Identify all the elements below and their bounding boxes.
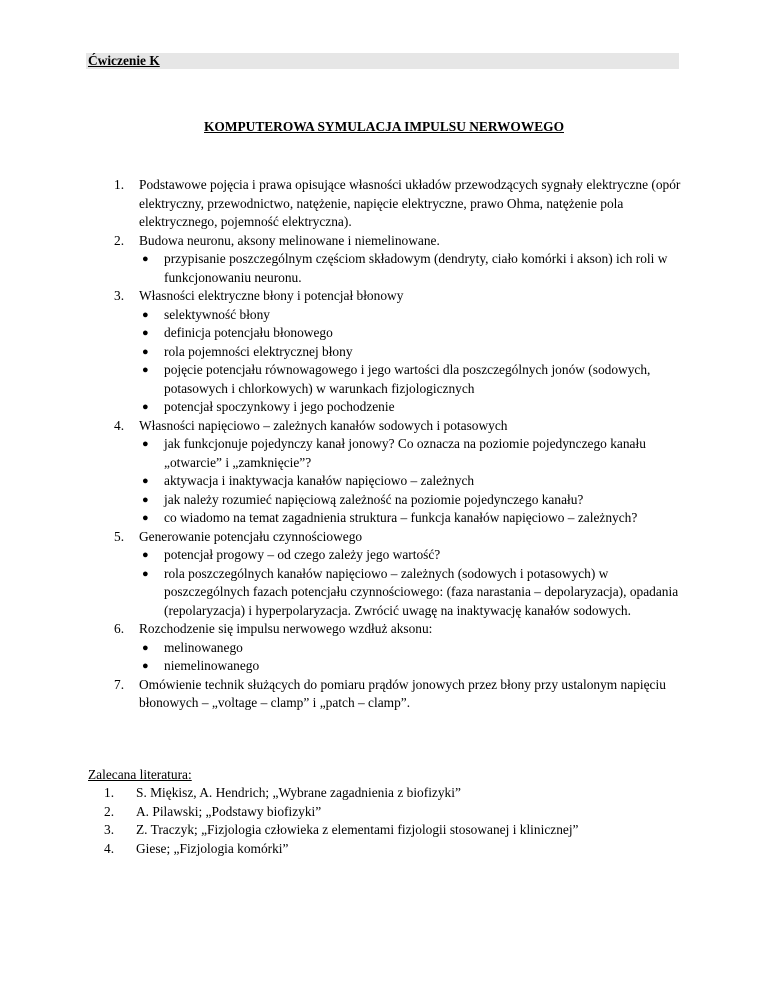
topic-item [114,417,694,436]
topic-text: Budowa neuronu, aksony melinowane i niemelinowane. [139,232,440,248]
bullet-list [114,306,694,417]
literature-item [104,840,704,859]
topic-item [114,287,694,306]
bullet-icon: ● [142,401,149,413]
bullet-text: potencjał progowy – od czego zależy jego wartość? [164,547,441,562]
bullet-list [114,435,694,528]
bullet-item [114,435,694,472]
bullet-item [114,361,694,398]
bullet-item [114,472,694,491]
literature-number: 1. [104,785,115,800]
exercise-label: Ćwiczenie K [88,53,160,68]
topic-item [114,528,694,547]
literature-text: S. Miękisz, A. Hendrich; „Wybrane zagadnienia z biofizyki” [136,785,461,800]
topic-number: 1. [114,177,125,192]
bullet-item [114,546,694,565]
topic-text: Rozchodzenie się impulsu nerwowego wzdłuż aksonu: [139,621,433,636]
bullet-icon: ● [142,567,149,580]
bullet-text: potencjał spoczynkowy i jego pochodzenie [164,399,395,414]
literature-item [104,821,704,840]
literature-item [104,784,704,803]
bullet-text: rola poszczególnych kanałów napięciowo – zależnych (sodowych i potasowych) w poszczególnych fazach potencjału czynnościowego: (faza narastania – depolaryzacja), opadania (repolaryzacja) i hyperpolaryzacja. Zwrócić uwagę na inaktywację kanałów sodowych. [164,565,679,618]
bullet-text: aktywacja i inaktywacja kanałów napięciowo – zależnych [164,473,475,488]
bullet-text: melinowanego [164,639,243,655]
topics-list [114,176,694,713]
literature-heading: Zalecana literatura: [88,767,192,782]
bullet-icon: ● [142,364,149,376]
bullet-item [114,639,694,658]
bullet-item [114,565,694,621]
bullet-item [114,657,694,676]
literature-text: A. Pilawski; „Podstawy biofizyki” [136,803,322,819]
topic-item [114,620,694,639]
bullet-text: jak należy rozumieć napięciową zależność na poziomie pojedynczego kanału? [164,491,584,507]
bullet-text: co wiadomo na temat zagadnienia struktura – funkcja kanałów napięciowo – zależnych? [164,510,638,525]
bullet-text: pojęcie potencjału równowagowego i jego wartości dla poszczególnych jonów (sodowych, potasowych i chlorkowych) w warunkach fizjologicznych [164,362,651,396]
topic-item [114,176,694,232]
bullet-list [114,250,694,287]
topic-item [114,232,694,251]
topic-text: Podstawowe pojęcia i prawa opisujące własności układów przewodzących sygnały elektryczne (opór elektryczny, przewodnictwo, natężenie, napięcie elektryczne, prawo Ohma, natężenie pola elektrycznego, pojemność elektryczna). [139,177,681,229]
topic-text: Własności napięciowo – zależnych kanałów sodowych i potasowych [139,417,508,433]
bullet-text: jak funkcjonuje pojedynczy kanał jonowy? Co oznacza na poziomie pojedynczego kanału „otwarcie” i „zamknięcie”? [164,436,646,470]
bullet-text: rola pojemności elektrycznej błony [164,343,353,359]
bullet-icon: ● [142,308,149,321]
topic-text: Własności elektryczne błony i potencjał błonowy [139,288,404,303]
bullet-icon: ● [142,512,149,524]
topic-item [114,676,694,713]
literature-number: 4. [104,840,115,856]
bullet-item [114,250,694,287]
bullet-item [114,343,694,362]
bullet-icon: ● [142,253,149,265]
literature-number: 2. [104,803,115,819]
bullet-item [114,491,694,510]
bullet-item [114,509,694,528]
bullet-icon: ● [142,438,149,450]
topic-number: 7. [114,676,125,692]
literature-list [104,784,704,858]
bullet-icon: ● [142,549,149,561]
literature-item [104,803,704,822]
bullet-list [114,546,694,620]
topic-text: Omówienie technik służących do pomiaru prądów jonowych przez błony przy ustalonym napięciu błonowych – „voltage – clamp” i „patch – clamp”. [139,676,666,710]
bullet-item [114,324,694,343]
bullet-item [114,398,694,417]
bullet-text: definicja potencjału błonowego [164,325,333,340]
topic-number: 4. [114,417,125,433]
bullet-text: selektywność błony [164,306,270,322]
bullet-icon: ● [142,660,149,672]
bullet-list [114,639,694,676]
bullet-item [114,306,694,325]
topic-number: 3. [114,288,125,303]
bullet-icon: ● [142,327,149,339]
header-bar [86,53,679,69]
bullet-text: niemelinowanego [164,658,260,673]
bullet-icon: ● [142,641,149,654]
literature-text: Giese; „Fizjologia komórki” [136,840,289,856]
bullet-icon: ● [142,475,149,487]
bullet-icon: ● [142,345,149,358]
topic-text: Generowanie potencjału czynnościowego [139,528,363,544]
literature-number: 3. [104,822,115,837]
topic-number: 2. [114,232,125,248]
bullet-text: przypisanie poszczególnym częściom składowym (dendryty, ciało komórki i akson) ich roli w funkcjonowaniu neuronu. [164,251,668,285]
bullet-icon: ● [142,493,149,506]
topic-number: 5. [114,528,125,544]
literature-text: Z. Traczyk; „Fizjologia człowieka z elementami fizjologii stosowanej i klinicznej” [136,822,579,837]
topic-number: 6. [114,621,125,636]
page-title: KOMPUTEROWA SYMULACJA IMPULSU NERWOWEGO [204,119,564,134]
